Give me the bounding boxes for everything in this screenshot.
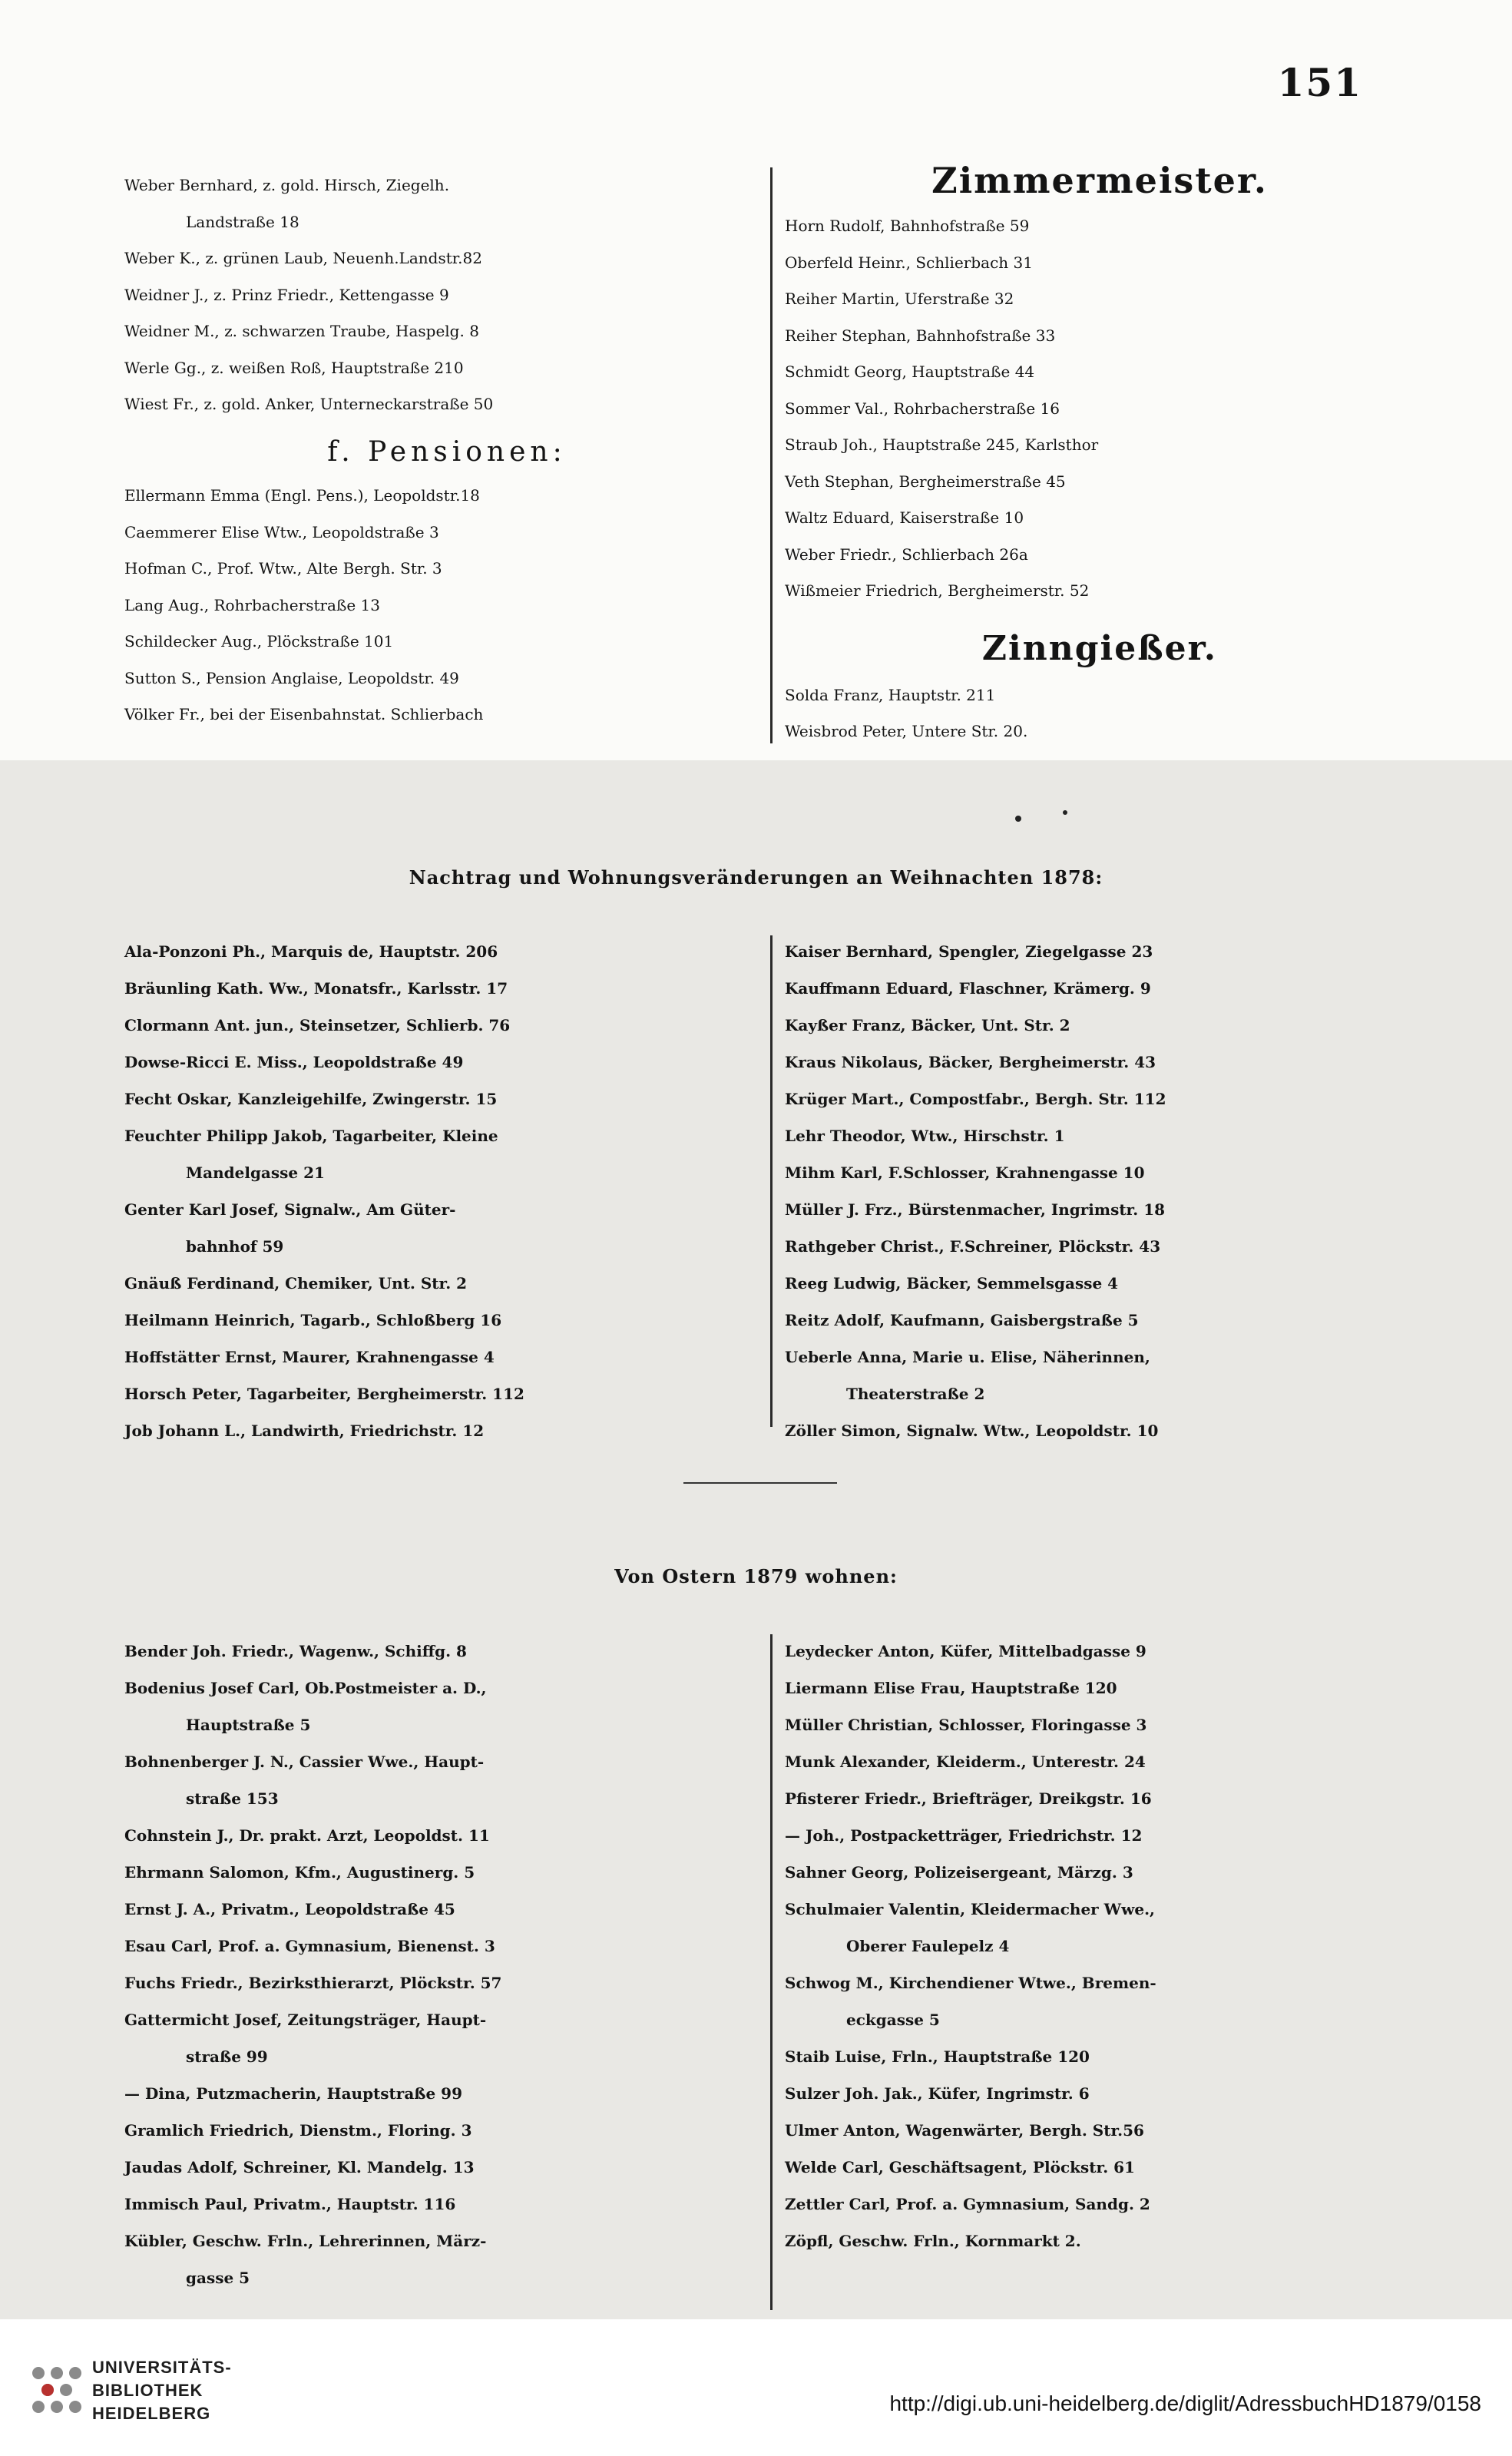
directory-entry: Mandelgasse 21 <box>186 1163 325 1182</box>
speck-mark <box>1015 816 1021 822</box>
directory-entry: Bodenius Josef Carl, Ob.Postmeister a. D., <box>124 1679 487 1697</box>
directory-entry: Job Johann L., Landwirth, Friedrichstr. 12 <box>124 1422 485 1440</box>
directory-entry: Welde Carl, Geschäftsagent, Plöckstr. 61 <box>785 2158 1135 2176</box>
directory-entry: Hofman C., Prof. Wtw., Alte Bergh. Str. 3 <box>124 559 442 578</box>
directory-entry: Clormann Ant. jun., Steinsetzer, Schlierb. 76 <box>124 1016 511 1034</box>
directory-entry: Oberer Faulepelz 4 <box>846 1937 1010 1955</box>
zinngiesser-list <box>785 677 1414 750</box>
directory-entry: Oberfeld Heinr., Schlierbach 31 <box>785 253 1033 272</box>
directory-entry: Wißmeier Friedrich, Bergheimerstr. 52 <box>785 581 1090 600</box>
directory-entry: straße 99 <box>186 2047 268 2066</box>
column-divider-upper <box>770 167 773 743</box>
directory-entry: Weber Bernhard, z. gold. Hirsch, Ziegelh. <box>124 176 450 194</box>
directory-entry: Bohnenberger J. N., Cassier Wwe., Haupt- <box>124 1753 485 1771</box>
directory-entry: Ueberle Anna, Marie u. Elise, Näherinnen, <box>785 1348 1150 1366</box>
directory-entry: Horn Rudolf, Bahnhofstraße 59 <box>785 217 1030 235</box>
logo-line: UNIVERSITÄTS- <box>92 2358 232 2377</box>
directory-entry: Bräunling Kath. Ww., Monatsfr., Karlsstr. 17 <box>124 979 508 998</box>
directory-entry: Rathgeber Christ., F.Schreiner, Plöckstr. 43 <box>785 1237 1161 1256</box>
directory-entry: Schwog M., Kirchendiener Wtwe., Bremen- <box>785 1974 1156 1992</box>
directory-entry: Fuchs Friedr., Bezirksthierarzt, Plöckstr. 57 <box>124 1974 502 1992</box>
directory-entry: — Dina, Putzmacherin, Hauptstraße 99 <box>124 2084 462 2103</box>
directory-entry: Caemmerer Elise Wtw., Leopoldstraße 3 <box>124 522 439 541</box>
directory-entry: Cohnstein J., Dr. prakt. Arzt, Leopoldst. 11 <box>124 1826 490 1845</box>
directory-entry: Gramlich Friedrich, Dienstm., Floring. 3 <box>124 2121 472 2140</box>
directory-entry: Landstraße 18 <box>186 212 299 231</box>
logo-wordmark <box>92 2356 232 2425</box>
directory-entry: Wiest Fr., z. gold. Anker, Unterneckarstraße 50 <box>124 395 494 413</box>
directory-entry: Esau Carl, Prof. a. Gymnasium, Bienenst. 3 <box>124 1937 495 1955</box>
directory-entry: Fecht Oskar, Kanzleigehilfe, Zwingerstr. 15 <box>124 1090 498 1108</box>
directory-entry: Krüger Mart., Compostfabr., Bergh. Str. 112 <box>785 1090 1166 1108</box>
source-url-link[interactable]: http://digi.ub.uni-heidelberg.de/diglit/AdressbuchHD1879/0158 <box>889 2391 1481 2415</box>
directory-entry: Schulmaier Valentin, Kleidermacher Wwe., <box>785 1900 1155 1918</box>
section-separator <box>683 1482 837 1484</box>
directory-entry: Zöller Simon, Signalw. Wtw., Leopoldstr. 10 <box>785 1422 1159 1440</box>
directory-entry: Munk Alexander, Kleiderm., Unterestr. 24 <box>785 1753 1146 1771</box>
zimmermeister-heading: Zimmermeister. <box>931 160 1268 201</box>
directory-entry: Kaiser Bernhard, Spengler, Ziegelgasse 23 <box>785 942 1153 961</box>
directory-entry: Völker Fr., bei der Eisenbahnstat. Schlierbach <box>124 705 484 723</box>
directory-entry: Weber K., z. grünen Laub, Neuenh.Landstr.82 <box>124 249 482 267</box>
directory-entry: Weidner J., z. Prinz Friedr., Kettengasse 9 <box>124 285 449 304</box>
nachtrag-left-column <box>124 933 769 1449</box>
ostern-right-list <box>785 1633 1422 2259</box>
zinngiesser-heading: Zinngießer. <box>981 628 1218 668</box>
directory-entry: Kayßer Franz, Bäcker, Unt. Str. 2 <box>785 1016 1070 1034</box>
logo-line: BIBLIOTHEK <box>92 2381 203 2400</box>
directory-entry: Feuchter Philipp Jakob, Tagarbeiter, Kleine <box>124 1127 498 1145</box>
column-divider-ostern <box>770 1634 773 2310</box>
column-divider-nachtrag <box>770 935 773 1427</box>
directory-entry: Ala-Ponzoni Ph., Marquis de, Hauptstr. 206 <box>124 942 498 961</box>
directory-entry: Hoffstätter Ernst, Maurer, Krahnengasse 4 <box>124 1348 495 1366</box>
directory-entry: Reiher Stephan, Bahnhofstraße 33 <box>785 326 1056 345</box>
directory-entry: Gattermicht Josef, Zeitungsträger, Haupt- <box>124 2011 487 2029</box>
directory-entry: Ellermann Emma (Engl. Pens.), Leopoldstr.18 <box>124 486 480 505</box>
directory-entry: Heilmann Heinrich, Tagarb., Schloßberg 16 <box>124 1311 502 1329</box>
directory-entry: Gnäuß Ferdinand, Chemiker, Unt. Str. 2 <box>124 1274 468 1293</box>
directory-entry: Jaudas Adolf, Schreiner, Kl. Mandelg. 13 <box>124 2158 475 2176</box>
directory-entry: Solda Franz, Hauptstr. 211 <box>785 685 996 704</box>
directory-entry: Staib Luise, Frln., Hauptstraße 120 <box>785 2047 1090 2066</box>
directory-entry: Sahner Georg, Polizeisergeant, Märzg. 3 <box>785 1863 1133 1882</box>
zimmermeister-list <box>785 208 1414 610</box>
directory-entry: Zettler Carl, Prof. a. Gymnasium, Sandg. 2 <box>785 2195 1150 2213</box>
upper-left-column <box>124 167 769 733</box>
directory-entry: Zöpfl, Geschw. Frln., Kornmarkt 2. <box>785 2232 1081 2250</box>
directory-entry: Müller Christian, Schlosser, Floringasse 3 <box>785 1716 1147 1734</box>
directory-entry: Leydecker Anton, Küfer, Mittelbadgasse 9 <box>785 1642 1146 1660</box>
directory-entry: bahnhof 59 <box>186 1237 284 1256</box>
directory-entry: Kraus Nikolaus, Bäcker, Bergheimerstr. 43 <box>785 1053 1156 1071</box>
pensionen-heading: f. Pensionen: <box>327 435 567 468</box>
directory-entry: Theaterstraße 2 <box>846 1385 985 1403</box>
ostern-left-column <box>124 1633 769 2296</box>
nachtrag-title: Nachtrag und Wohnungsveränderungen an Weihnachten 1878: <box>409 866 1103 889</box>
ostern-right-column <box>785 1633 1422 2259</box>
nachtrag-left-list <box>124 933 769 1449</box>
directory-entry: Straub Joh., Hauptstraße 245, Karlsthor <box>785 435 1099 454</box>
nachtrag-right-column <box>785 933 1422 1449</box>
directory-entry: Reiher Martin, Uferstraße 32 <box>785 290 1014 308</box>
directory-entry: Veth Stephan, Bergheimerstraße 45 <box>785 472 1066 491</box>
upper-right-column <box>785 157 1414 750</box>
directory-entry: Schildecker Aug., Plöckstraße 101 <box>124 632 394 650</box>
directory-entry: Sommer Val., Rohrbacherstraße 16 <box>785 399 1060 418</box>
directory-entry: Reitz Adolf, Kaufmann, Gaisbergstraße 5 <box>785 1311 1139 1329</box>
directory-entry: Sulzer Joh. Jak., Küfer, Ingrimstr. 6 <box>785 2084 1090 2103</box>
directory-entry: Immisch Paul, Privatm., Hauptstr. 116 <box>124 2195 456 2213</box>
directory-entry: Schmidt Georg, Hauptstraße 44 <box>785 362 1035 381</box>
directory-entry: Weidner M., z. schwarzen Traube, Haspelg. 8 <box>124 322 479 340</box>
directory-entry: Sutton S., Pension Anglaise, Leopoldstr. 49 <box>124 668 459 687</box>
directory-entry: Horsch Peter, Tagarbeiter, Bergheimerstr. 112 <box>124 1385 524 1403</box>
directory-entry: straße 153 <box>186 1789 279 1808</box>
directory-entry: — Joh., Postpacketträger, Friedrichstr. 12 <box>785 1826 1143 1845</box>
directory-entry: Lehr Theodor, Wtw., Hirschstr. 1 <box>785 1127 1065 1145</box>
speck-mark <box>1063 810 1067 815</box>
logo-line: HEIDELBERG <box>92 2404 211 2423</box>
directory-entry: Werle Gg., z. weißen Roß, Hauptstraße 210 <box>124 358 464 377</box>
directory-entry: Kübler, Geschw. Frln., Lehrerinnen, März- <box>124 2232 487 2250</box>
nachtrag-right-list <box>785 933 1422 1449</box>
pensionen-list <box>124 478 769 733</box>
ostern-title: Von Ostern 1879 wohnen: <box>614 1565 898 1587</box>
directory-entry: Liermann Elise Frau, Hauptstraße 120 <box>785 1679 1117 1697</box>
directory-entry: Mihm Karl, F.Schlosser, Krahnengasse 10 <box>785 1163 1145 1182</box>
directory-entry: Waltz Eduard, Kaiserstraße 10 <box>785 508 1024 527</box>
directory-entry: eckgasse 5 <box>846 2011 940 2029</box>
directory-entry: Lang Aug., Rohrbacherstraße 13 <box>124 595 380 614</box>
footer-bar <box>0 2319 1512 2456</box>
directory-entry: Ehrmann Salomon, Kfm., Augustinerg. 5 <box>124 1863 475 1882</box>
directory-entry: Bender Joh. Friedr., Wagenw., Schiffg. 8 <box>124 1642 467 1660</box>
ostern-left-list <box>124 1633 769 2296</box>
directory-entry: Weisbrod Peter, Untere Str. 20. <box>785 722 1028 740</box>
directory-entry: Reeg Ludwig, Bäcker, Semmelsgasse 4 <box>785 1274 1119 1293</box>
gasthaus-list <box>124 167 769 423</box>
directory-entry: Ernst J. A., Privatm., Leopoldstraße 45 <box>124 1900 455 1918</box>
directory-entry: Ulmer Anton, Wagenwärter, Bergh. Str.56 <box>785 2121 1144 2140</box>
directory-entry: Weber Friedr., Schlierbach 26a <box>785 544 1028 564</box>
directory-entry: Müller J. Frz., Bürstenmacher, Ingrimstr. 18 <box>785 1200 1166 1219</box>
directory-entry: gasse 5 <box>186 2269 250 2287</box>
directory-entry: Hauptstraße 5 <box>186 1716 311 1734</box>
directory-entry: Kauffmann Eduard, Flaschner, Krämerg. 9 <box>785 979 1151 998</box>
page-number: 151 <box>1277 60 1362 105</box>
directory-entry: Genter Karl Josef, Signalw., Am Güter- <box>124 1200 456 1219</box>
directory-entry: Pfisterer Friedr., Briefträger, Dreikgstr. 16 <box>785 1789 1152 1808</box>
directory-entry: Dowse-Ricci E. Miss., Leopoldstraße 49 <box>124 1053 464 1071</box>
